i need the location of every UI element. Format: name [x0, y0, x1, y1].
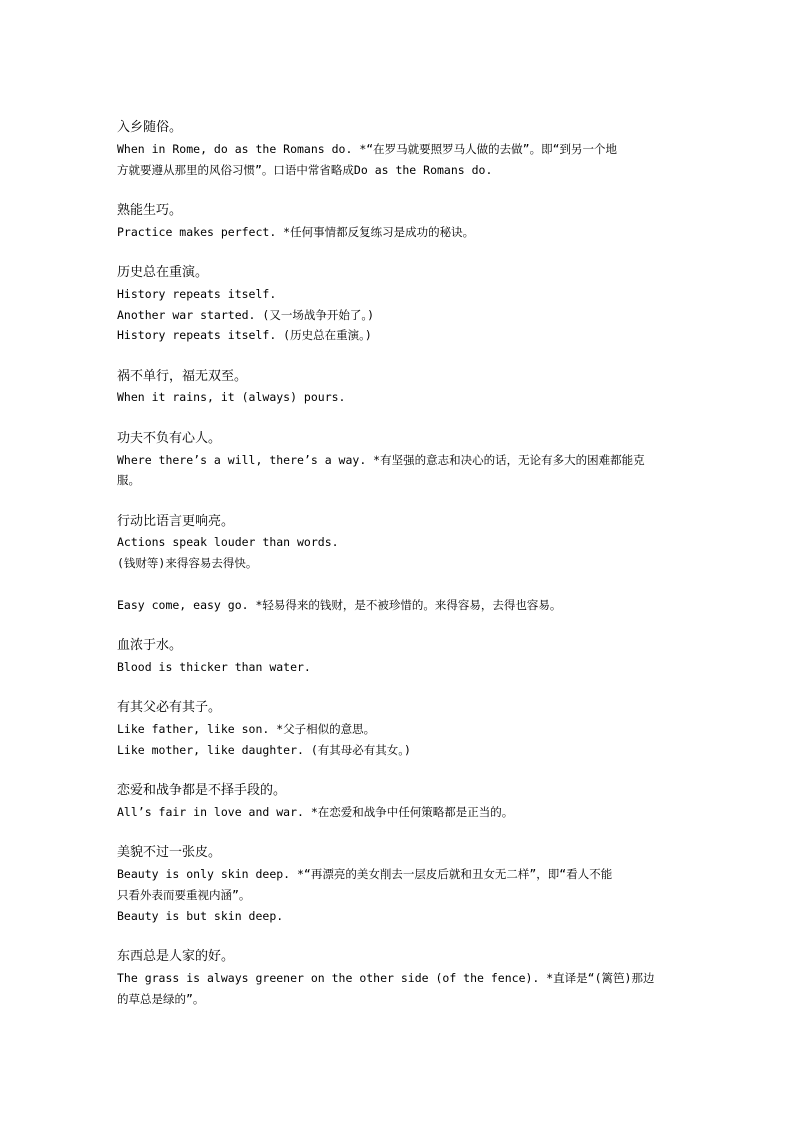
proverb-line: History repeats itself. (历史总在重演。)	[117, 328, 372, 343]
proverb-entry	[117, 843, 692, 926]
proverb-entry	[117, 201, 692, 243]
proverb-title: 东西总是人家的好。	[117, 948, 235, 964]
proverb-title: 功夫不负有心人。	[117, 430, 222, 446]
document-page	[117, 118, 692, 1030]
proverb-entry	[117, 429, 692, 491]
proverb-line: Where there’s a will, there’s a way. *有坚强的意志和决心的话，无论有多大的困难都能克	[117, 452, 645, 467]
proverb-line: Beauty is but skin deep.	[117, 908, 284, 923]
proverb-line: Like mother, like daughter. (有其母必有其女。)	[117, 742, 411, 757]
proverb-line: 服。	[117, 473, 140, 488]
proverb-entry	[117, 118, 692, 180]
proverb-title: 历史总在重演。	[117, 264, 209, 280]
proverb-entry	[117, 367, 692, 409]
proverb-title: 祸不单行，福无双至。	[117, 368, 248, 384]
proverb-line: When it rains, it (always) pours.	[117, 390, 346, 405]
proverb-entry	[117, 636, 692, 678]
proverb-line: Practice makes perfect. *任何事情都反复练习是成功的秘诀。	[117, 224, 475, 239]
proverb-line: History repeats itself.	[117, 286, 277, 301]
proverb-entry	[117, 781, 692, 823]
proverb-title: 血浓于水。	[117, 638, 183, 654]
proverb-entry	[117, 698, 692, 760]
proverb-entry	[117, 947, 692, 1009]
proverb-line: (钱财等)来得容易去得快。	[117, 556, 258, 571]
proverb-line: The grass is always greener on the other side (of the fence). *直译是“(篱笆)那边	[117, 970, 655, 985]
proverb-title: 行动比语言更响亮。	[117, 513, 235, 529]
proverb-title: 熟能生巧。	[117, 202, 183, 218]
proverb-line: 只看外表而要重视内涵”。	[117, 887, 251, 902]
proverb-line: When in Rome, do as the Romans do. *“在罗马就要照罗马人做的去做”。即“到另一个地	[117, 141, 618, 156]
proverb-line: Beauty is only skin deep. *“再漂亮的美女削去一层皮后就和丑女无二样”，即“看人不能	[117, 867, 613, 882]
proverb-line: Like father, like son. *父子相似的意思。	[117, 722, 376, 737]
proverb-title: 入乡随俗。	[117, 120, 183, 135]
proverb-line: Another war started. (又一场战争开始了。)	[117, 307, 374, 322]
blank-line	[117, 574, 692, 595]
proverb-title: 恋爱和战争都是不择手段的。	[117, 783, 287, 799]
proverb-entry	[117, 263, 692, 346]
proverb-line: 方就要遵从那里的风俗习惯”。口语中常省略成Do as the Romans do.	[117, 162, 493, 177]
proverb-line: All’s fair in love and war. *在恋爱和战争中任何策略都是正当的。	[117, 804, 514, 819]
proverb-line: Easy come, easy go. *轻易得来的钱财，是不被珍惜的。来得容易，去得也容易。	[117, 597, 562, 612]
proverb-line: Blood is thicker than water.	[117, 659, 311, 674]
proverb-entry	[117, 512, 692, 616]
proverb-line: Actions speak louder than words.	[117, 535, 339, 550]
proverb-title: 美貌不过一张皮。	[117, 845, 222, 861]
proverb-title: 有其父必有其子。	[117, 700, 222, 716]
proverb-line: 的草总是绿的”。	[117, 991, 205, 1006]
